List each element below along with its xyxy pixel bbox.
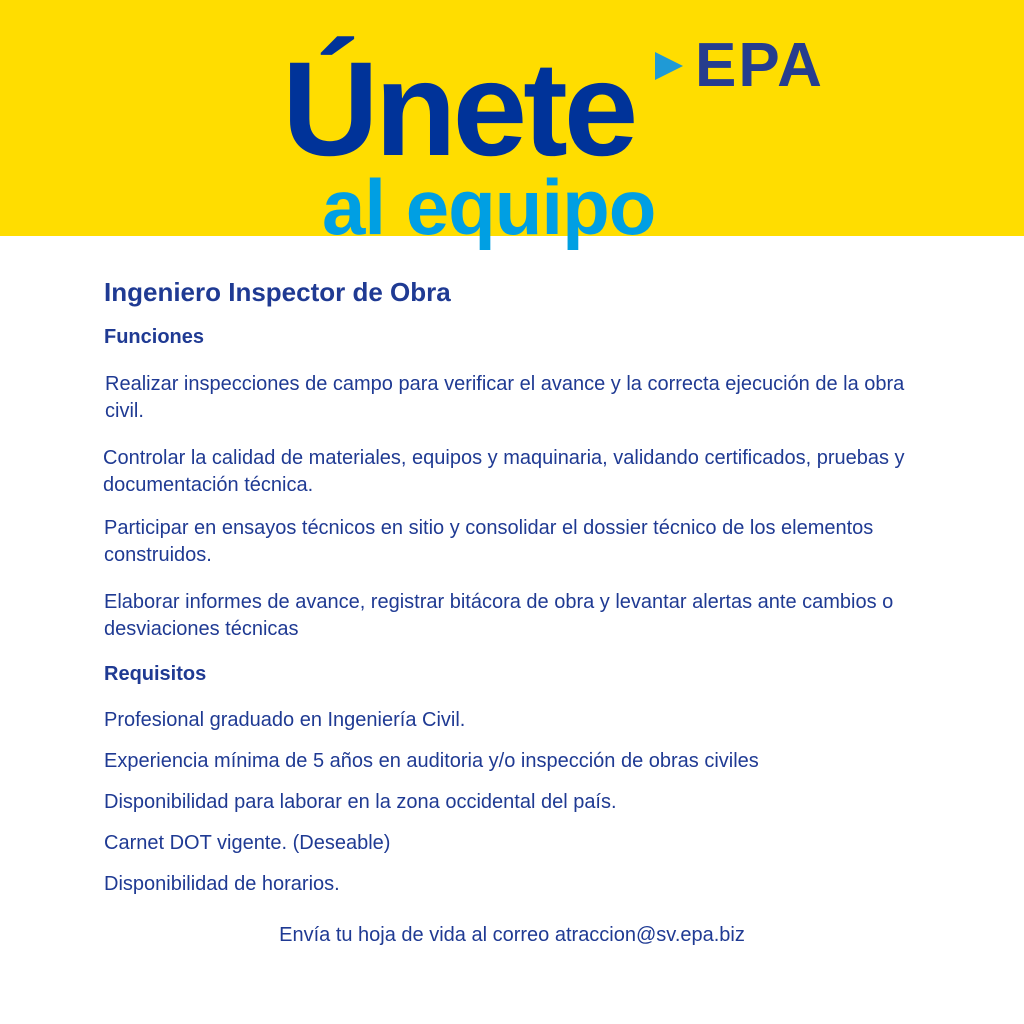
logo-text: EPA — [695, 31, 824, 100]
requirement-item: Profesional graduado en Ingeniería Civil. — [104, 709, 466, 731]
requirement-item: Disponibilidad de horarios. — [104, 873, 340, 895]
subheadline: al equipo — [322, 163, 656, 251]
play-triangle-icon — [655, 52, 683, 80]
functions-heading: Funciones — [104, 326, 205, 348]
function-item: Elaborar informes de avance, registrar bitácora de obra y levantar alertas ante cambios o desviaciones técnicas — [104, 591, 894, 640]
function-item: Realizar inspecciones de campo para verificar el avance y la correcta ejecución de la obra civil. — [105, 373, 905, 422]
headline: Únete — [282, 35, 635, 184]
requirements-heading: Requisitos — [104, 663, 207, 685]
requirement-item: Disponibilidad para laborar en la zona occidental del país. — [104, 791, 617, 813]
contact-footer: Envía tu hoja de vida al correo atraccion@sv.epa.biz — [279, 924, 745, 946]
function-item: Controlar la calidad de materiales, equipos y maquinaria, validando certificados, pruebas y documentación técnica. — [103, 447, 905, 496]
job-title: Ingeniero Inspector de Obra — [104, 277, 451, 307]
requirement-item: Experiencia mínima de 5 años en auditoria y/o inspección de obras civiles — [104, 750, 759, 772]
function-item: Participar en ensayos técnicos en sitio y consolidar el dossier técnico de los elementos construidos. — [104, 517, 874, 566]
epa-logo — [655, 31, 824, 100]
requirement-item: Carnet DOT vigente. (Deseable) — [104, 832, 391, 854]
